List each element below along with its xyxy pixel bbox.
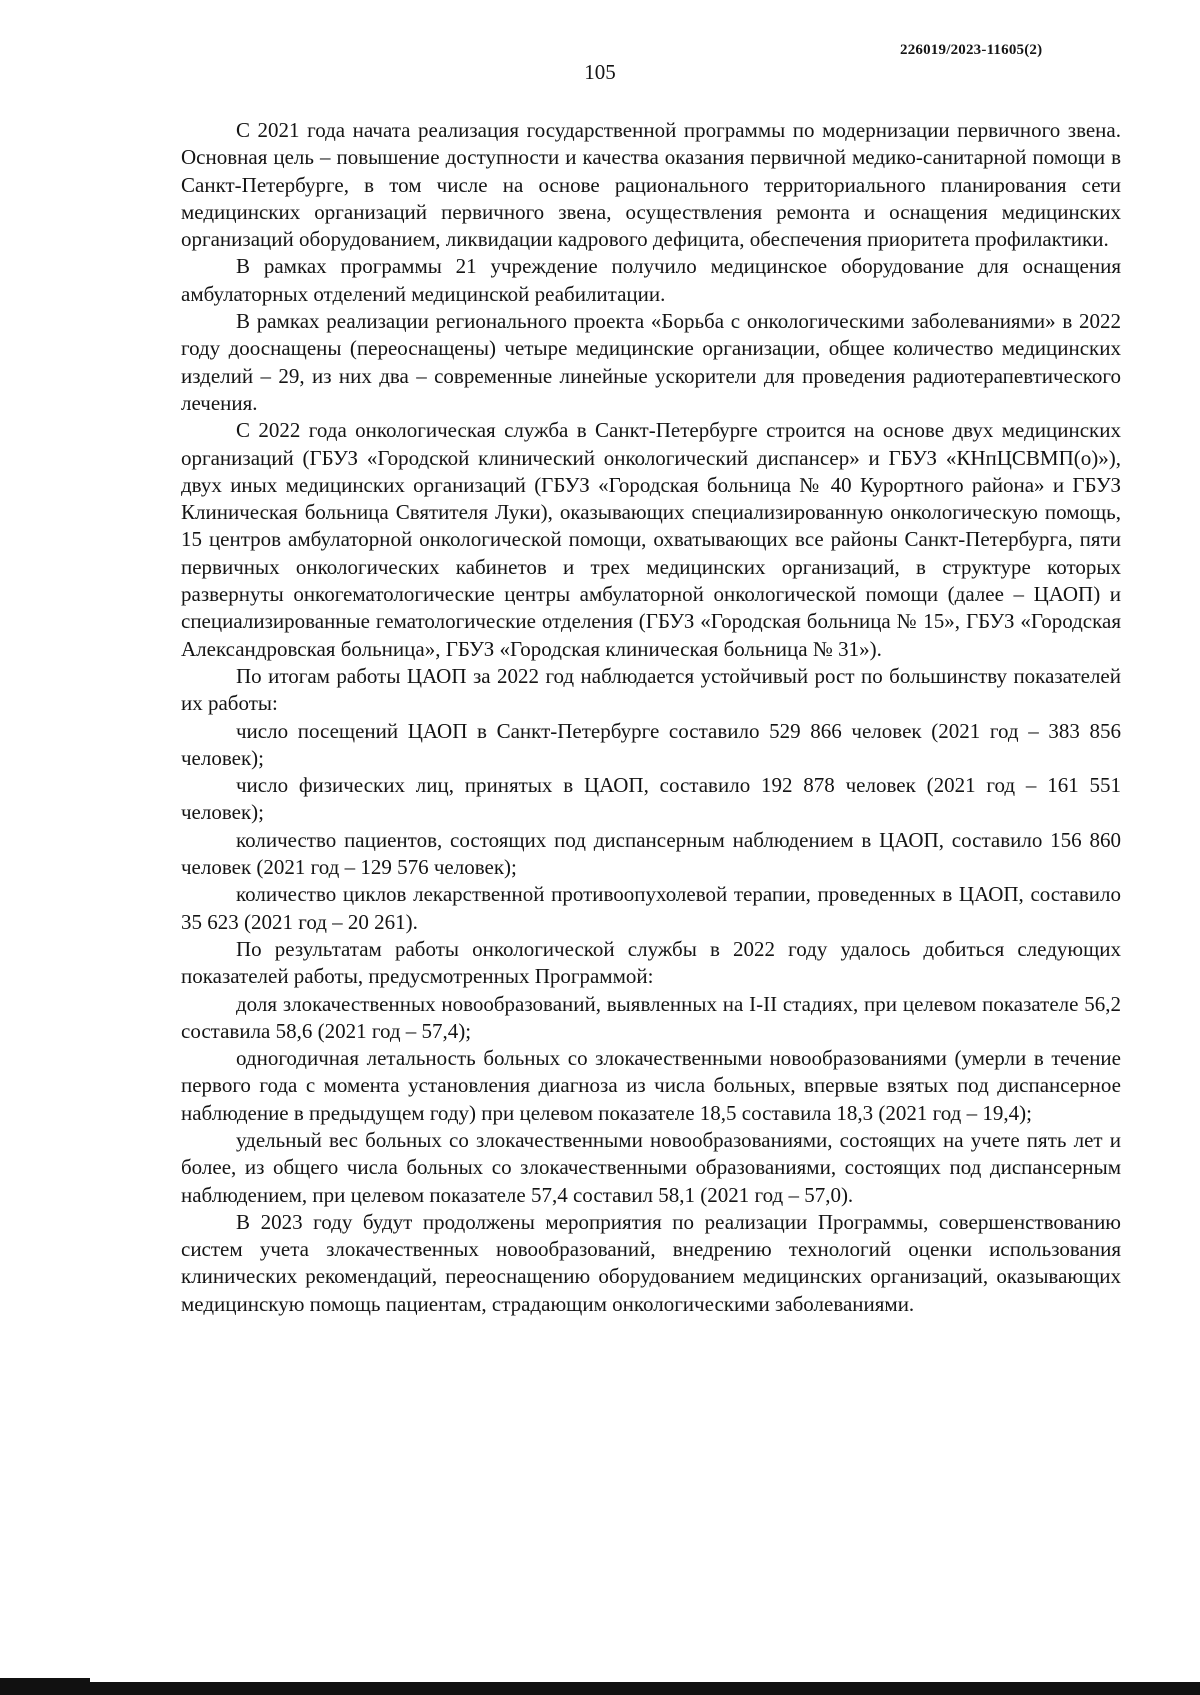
list-item-visits: число посещений ЦАОП в Санкт-Петербурге составило 529 866 человек (2021 год – 383 856 человек);	[181, 718, 1121, 770]
page-number: 105	[584, 60, 616, 84]
scan-edge-line	[0, 1682, 1200, 1695]
paragraph-oncology-project: В рамках реализации регионального проекта «Борьба с онкологическими заболеваниями» в 2022 году дооснащены (переоснащены) четыре медицинские организации, общее количество медицинских изделий – 29, из них два – современные линейные ускорители для проведения радиотерапевтического лечения.	[181, 309, 1121, 415]
paragraph-oncology-service-structure: С 2022 года онкологическая служба в Санкт-Петербурге строится на основе двух медицинских организаций (ГБУЗ «Городской клинический онкологический диспансер» и ГБУЗ «КНпЦСВМП(о)»), двух иных медицинских организаций (ГБУЗ «Городская больница № 40 Курортного района» и ГБУЗ Клиническая больница Святителя Луки), оказывающих специализированную онкологическую помощь, 15 центров амбулаторной онкологической помощи, охватывающих все районы Санкт-Петербурга, пяти первичных онкологических кабинетов и трех медицинских организаций, в структуре которых развернуты онкогематологические центры амбулаторной онкологической помощи (далее – ЦАОП) и специализированные гематологические отделения (ГБУЗ «Городская больница № 15», ГБУЗ «Городская Александровская больница», ГБУЗ «Городская клиническая больница № 31»).	[181, 418, 1121, 661]
document-registration-number: 226019/2023-11605(2)	[900, 42, 1043, 58]
list-item-dispensary-patients: количество пациентов, состоящих под диспансерным наблюдением в ЦАОП, составило 156 860 человек (2021 год – 129 576 человек);	[181, 827, 1121, 880]
list-item-therapy-cycles: количество циклов лекарственной противоопухолевой терапии, проведенных в ЦАОП, составило 35 623 (2021 год – 20 261).	[181, 882, 1121, 934]
paragraph-program-indicators-intro: По результатам работы онкологической службы в 2022 году удалось добиться следующих показателей работы, предусмотренных Программой:	[181, 936, 1121, 989]
paragraph-2023-plans: В 2023 году будут продолжены мероприятия по реализации Программы, совершенствованию систем учета злокачественных новообразований, внедрению технологий оценки использования клинических рекомендаций, переоснащению оборудованием медицинских организаций, оказывающих медицинскую помощь пациентам, страдающим онкологическими заболеваниями.	[181, 1209, 1121, 1316]
list-item-early-detection: доля злокачественных новообразований, выявленных на I-II стадиях, при целевом показателе 56,2 составила 58,6 (2021 год – 57,4);	[181, 991, 1121, 1043]
paragraph-modernization-program: С 2021 года начата реализация государственной программы по модернизации первичного звена. Основная цель – повышение доступности и качества оказания первичной медико-санитарной помощи в Санкт-Петербурге, в том числе на основе рационального территориального планирования сети медицинских организаций первичного звена, осуществления ремонта и оснащения медицинских организаций оборудованием, ликвидации кадрового дефицита, обеспечения приоритета профилактики.	[181, 118, 1121, 252]
list-item-one-year-mortality: одногодичная летальность больных со злокачественными новообразованиями (умерли в течение первого года с момента установления диагноза из числа больных, впервые взятых под диспансерное наблюдение в предыдущем году) при целевом показателе 18,5 составила 18,3 (2021 год – 19,4);	[181, 1046, 1121, 1125]
document-body	[181, 117, 1121, 1318]
paragraph-rehabilitation-equipment: В рамках программы 21 учреждение получило медицинское оборудование для оснащения амбулаторных отделений медицинской реабилитации.	[181, 254, 1121, 306]
paragraph-caop-results-intro: По итогам работы ЦАОП за 2022 год наблюдается устойчивый рост по большинству показателей их работы:	[181, 663, 1121, 716]
list-item-five-year-share: удельный вес больных со злокачественными новообразованиями, состоящих на учете пять лет и более, из общего числа больных со злокачественными образованиями, состоящих под диспансерным наблюдением, при целевом показателе 57,4 составил 58,1 (2021 год – 57,0).	[181, 1127, 1121, 1207]
list-item-individuals: число физических лиц, принятых в ЦАОП, составило 192 878 человек (2021 год – 161 551 человек);	[181, 773, 1121, 825]
